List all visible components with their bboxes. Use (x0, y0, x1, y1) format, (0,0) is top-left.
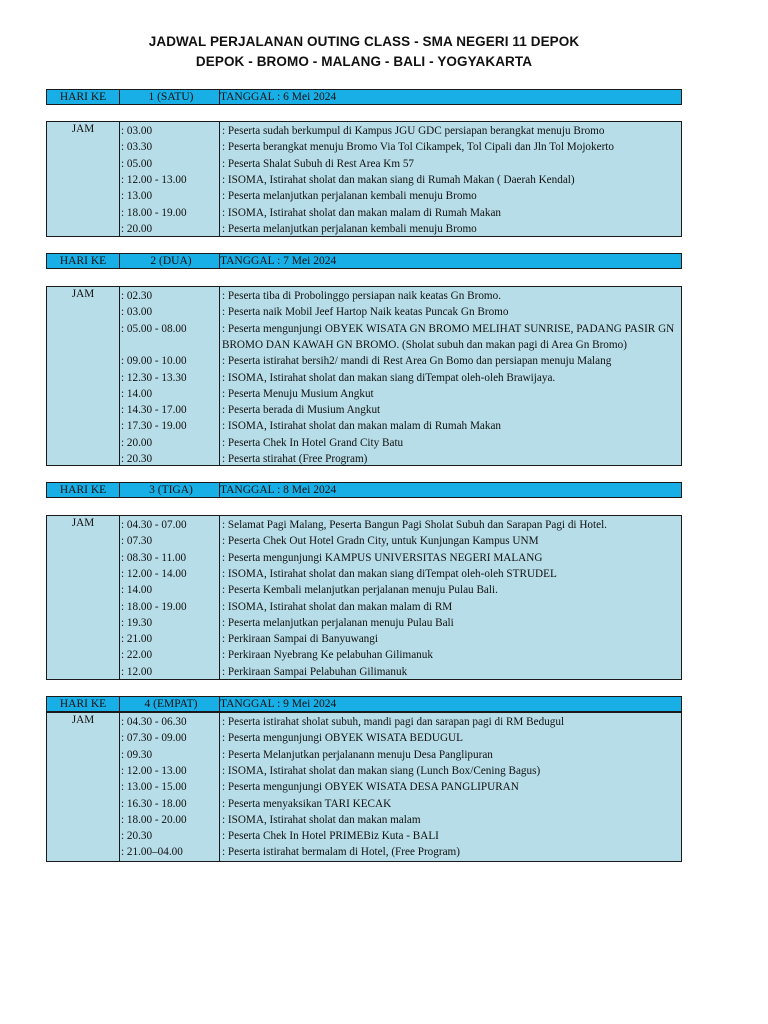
table-row (47, 828, 681, 844)
row-activity: : ISOMA, Istirahat sholat dan makan malam (222, 813, 421, 826)
row-time: : 21.00 (121, 633, 153, 646)
row-activity: : Selamat Pagi Malang, Peserta Bangun Pagi Sholat Subuh dan Sarapan Pagi di Hotel. (222, 519, 607, 531)
row-activity: : Peserta berada di Musium Angkut (222, 404, 381, 417)
row-time: : 18.00 - 20.00 (121, 813, 187, 826)
table-row (47, 844, 681, 860)
row-activity: : ISOMA, Istirahat sholat dan makan siang (Lunch Box/Cening Bagus) (222, 764, 541, 777)
hari-ke-label: HARI KE (59, 91, 107, 103)
day-header (46, 253, 682, 269)
table-row (47, 647, 681, 663)
row-time: : 20.00 (121, 222, 153, 235)
row-time: : 20.00 (121, 436, 153, 449)
hari-ke-label: HARI KE (59, 484, 107, 496)
row-activity: : Peserta Menuju Musium Angkut (222, 387, 374, 400)
table-row (47, 451, 681, 467)
table-row (47, 435, 681, 451)
table-row (47, 418, 681, 434)
table-row (47, 188, 681, 204)
row-time: : 14.00 (121, 584, 153, 597)
row-activity: : Peserta sudah berkumpul di Kampus JGU GDC persiapan berangkat menuju Bromo (222, 125, 605, 137)
row-activity: : Peserta mengunjungi OBYEK WISATA DESA PANGLIPURAN (222, 781, 519, 794)
day-date: TANGGAL : 8 Mei 2024 (220, 484, 337, 496)
row-activity: : Peserta istirahat bermalam di Hotel, (Free Program) (222, 846, 460, 859)
table-row (47, 221, 681, 237)
row-time: : 12.00 - 14.00 (121, 567, 187, 580)
table-row (47, 321, 681, 354)
row-activity: : Peserta Chek Out Hotel Gradn City, untuk Kunjungan Kampus UNM (222, 535, 539, 548)
table-row (47, 517, 681, 533)
table-row (47, 402, 681, 418)
row-time: : 03.00 (121, 125, 153, 137)
row-time: : 20.30 (121, 453, 153, 465)
table-row (47, 156, 681, 172)
table-row (47, 763, 681, 779)
row-time: : 04.30 - 06.30 (121, 716, 187, 728)
table-row (47, 664, 681, 680)
row-time: : 05.00 (121, 157, 153, 170)
row-activity: : Peserta Chek In Hotel Grand City Batu (222, 436, 404, 449)
row-time: : 14.30 - 17.00 (121, 404, 187, 417)
day-number: 2 (DUA) (150, 255, 192, 267)
table-row (47, 205, 681, 221)
row-activity: : Peserta melanjutkan perjalanan menuju Pulau Bali (222, 616, 454, 629)
row-time: : 20.30 (121, 830, 153, 843)
table-row (47, 353, 681, 369)
row-time: : 09.30 (121, 748, 153, 761)
day-header (46, 89, 682, 105)
row-activity: : ISOMA, Istirahat sholat dan makan malam di RM (222, 600, 453, 613)
row-activity: : Perkiraan Sampai Pelabuhan Gilimanuk (222, 665, 408, 678)
row-time: : 12.00 (121, 665, 153, 678)
row-activity: : ISOMA, Istirahat sholat dan makan siang di Rumah Makan ( Daerah Kendal) (222, 173, 575, 186)
hari-ke-label: HARI KE (59, 255, 107, 267)
row-activity: : Peserta Chek In Hotel PRIMEBiz Kuta - BALI (222, 830, 439, 843)
row-activity: : Peserta berangkat menuju Bromo Via Tol Cikampek, Tol Cipali dan Jln Tol Mojokerto (222, 141, 615, 154)
table-row (47, 599, 681, 615)
row-time: : 07.30 (121, 535, 153, 548)
document-subtitle: DEPOK - BROMO - MALANG - BALI - YOGYAKARTA (195, 54, 533, 69)
row-activity: : Peserta melanjutkan perjalanan kembali menuju Bromo (222, 222, 477, 235)
row-time: : 04.30 - 07.00 (121, 519, 187, 531)
row-activity: : Peserta Shalat Subuh di Rest Area Km 57 (222, 157, 415, 170)
day-schedule-table (46, 121, 682, 237)
row-activity: : Peserta istirahat bersih2/ mandi di Rest Area Gn Bomo dan persiapan menuju Malang (222, 355, 612, 368)
row-activity: : Peserta melanjutkan perjalanan kembali menuju Bromo (222, 190, 477, 203)
day-schedule-table (46, 712, 682, 862)
row-activity: : Peserta Melanjutkan perjalanann menuju Desa Panglipuran (222, 748, 493, 761)
row-activity: : Peserta istirahat sholat subuh, mandi pagi dan sarapan pagi di RM Bedugul (222, 716, 565, 728)
day-number: 4 (EMPAT) (144, 698, 198, 710)
row-time: : 08.30 - 11.00 (121, 551, 187, 564)
day-number: 1 (SATU) (148, 91, 194, 103)
day-schedule-table (46, 515, 682, 680)
table-row (47, 730, 681, 746)
row-time: : 21.00–04.00 (121, 846, 183, 859)
table-row (47, 172, 681, 188)
row-time: : 12.30 - 13.30 (121, 371, 187, 384)
row-activity: : Peserta stirahat (Free Program) (222, 453, 368, 465)
table-row (47, 747, 681, 763)
row-time: : 18.00 - 19.00 (121, 600, 187, 613)
day-date: TANGGAL : 7 Mei 2024 (220, 255, 337, 267)
table-row (47, 566, 681, 582)
jam-label: JAM (71, 714, 95, 726)
row-activity: : Peserta mengunjungi OBYEK WISATA BEDUGUL (222, 732, 463, 745)
table-row (47, 386, 681, 402)
column-divider (119, 90, 120, 104)
row-time: : 18.00 - 19.00 (121, 206, 187, 219)
row-time: : 17.30 - 19.00 (121, 420, 187, 433)
row-time: : 03.00 (121, 306, 153, 319)
day-header (46, 482, 682, 498)
row-time: : 07.30 - 09.00 (121, 732, 187, 745)
row-activity: : Peserta mengunjungi KAMPUS UNIVERSITAS NEGERI MALANG (222, 551, 543, 564)
table-row (47, 615, 681, 631)
row-time: : 22.00 (121, 649, 153, 662)
day-date: TANGGAL : 9 Mei 2024 (220, 698, 337, 710)
table-row (47, 123, 681, 139)
row-activity: : Peserta tiba di Probolinggo persiapan naik keatas Gn Bromo. (222, 290, 502, 302)
table-row (47, 779, 681, 795)
table-row (47, 288, 681, 304)
row-activity: : ISOMA, Istirahat sholat dan makan malam di Rumah Makan (222, 206, 502, 219)
day-date: TANGGAL : 6 Mei 2024 (220, 91, 337, 103)
day-schedule-table (46, 286, 682, 466)
row-activity: : Peserta Kembali melanjutkan perjalanan menuju Pulau Bali. (222, 584, 498, 597)
day-number: 3 (TIGA) (149, 484, 193, 496)
jam-label: JAM (71, 288, 95, 300)
column-divider (119, 697, 120, 711)
jam-label: JAM (71, 123, 95, 135)
row-activity: : Peserta naik Mobil Jeef Hartop Naik keatas Puncak Gn Bromo (222, 306, 509, 319)
table-row (47, 370, 681, 386)
row-activity: : Perkiraan Nyebrang Ke pelabuhan Gilimanuk (222, 649, 433, 662)
table-row (47, 714, 681, 730)
row-time: : 14.00 (121, 387, 153, 400)
row-time: : 03.30 (121, 141, 153, 154)
column-divider (119, 254, 120, 268)
document-title: JADWAL PERJALANAN OUTING CLASS - SMA NEGERI 11 DEPOK (148, 34, 580, 49)
table-row (47, 582, 681, 598)
row-time: : 16.30 - 18.00 (121, 797, 187, 810)
table-row (47, 550, 681, 566)
hari-ke-label: HARI KE (59, 698, 107, 710)
row-activity: : Perkiraan Sampai di Banyuwangi (222, 633, 378, 646)
table-row (47, 139, 681, 155)
jam-label: JAM (71, 517, 95, 529)
row-activity: : Peserta mengunjungi OBYEK WISATA GN BROMO MELIHAT SUNRISE, PADANG PASIR GN BROMO DAN KAWAH GN BROMO. (Sholat subuh dan makan pagi di Area Gn Bromo) (222, 322, 675, 351)
table-row (47, 812, 681, 828)
table-row (47, 533, 681, 549)
row-time: : 13.00 (121, 190, 153, 203)
row-time: : 05.00 - 08.00 (121, 322, 187, 335)
day-header (46, 696, 682, 712)
row-activity: : ISOMA, Istirahat sholat dan makan malam di Rumah Makan (222, 420, 502, 433)
row-activity: : ISOMA, Istirahat sholat dan makan siang diTempat oleh-oleh STRUDEL (222, 567, 557, 580)
row-activity: : Peserta menyaksikan TARI KECAK (222, 797, 392, 810)
row-time: : 02.30 (121, 290, 153, 302)
row-time: : 12.00 - 13.00 (121, 764, 187, 777)
table-row (47, 796, 681, 812)
table-row (47, 304, 681, 320)
row-time: : 09.00 - 10.00 (121, 355, 187, 368)
row-time: : 19.30 (121, 616, 153, 629)
row-time: : 13.00 - 15.00 (121, 781, 187, 794)
row-time: : 12.00 - 13.00 (121, 173, 187, 186)
row-activity: : ISOMA, Istirahat sholat dan makan siang diTempat oleh-oleh Brawijaya. (222, 371, 556, 384)
column-divider (119, 483, 120, 497)
table-row (47, 631, 681, 647)
